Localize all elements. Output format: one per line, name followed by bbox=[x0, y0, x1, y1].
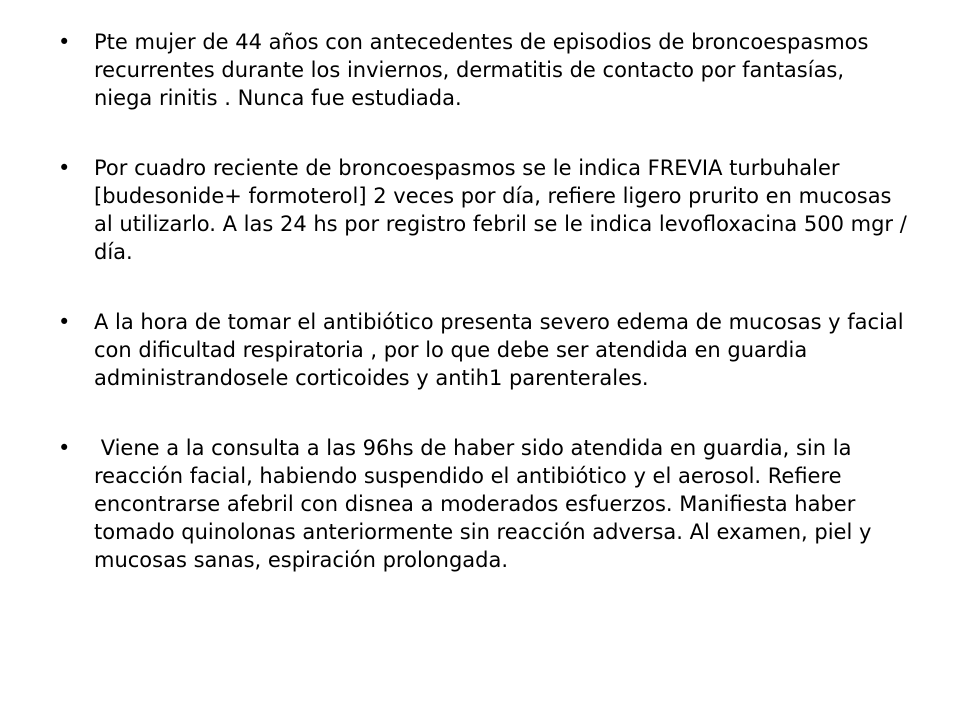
case-bullet-list bbox=[58, 28, 908, 574]
bullet-item-reaction bbox=[58, 308, 908, 392]
bullet-item-patient-history bbox=[58, 28, 908, 112]
bullet-item-treatment bbox=[58, 154, 908, 266]
bullet-dot-icon: • bbox=[58, 436, 71, 460]
bullet-text: Por cuadro reciente de broncoespasmos se le indica FREVIA turbuhaler [budesonide+ formoterol] 2 veces por día, refiere ligero prurito en mucosas al utilizarlo. A las 24 hs por registro febril se le indica levofloxacina 500 mgr / día. bbox=[94, 156, 907, 264]
bullet-dot-icon: • bbox=[58, 30, 71, 54]
bullet-dot-icon: • bbox=[58, 310, 71, 334]
bullet-text: Pte mujer de 44 años con antecedentes de episodios de broncoespasmos recurrentes durante los inviernos, dermatitis de contacto por fantasías, niega rinitis . Nunca fue estudiada. bbox=[94, 30, 869, 110]
bullet-dot-icon: • bbox=[58, 156, 71, 180]
bullet-item-consultation bbox=[58, 434, 908, 574]
bullet-text: Viene a la consulta a las 96hs de haber sido atendida en guardia, sin la reacción facial, habiendo suspendido el antibiótico y el aerosol. Refiere encontrarse afebril con disnea a moderados esfuerzos. Manifiesta haber tomado quinolonas anteriormente sin reacción adversa. Al examen, piel y mucosas sanas, espiración prolongada. bbox=[94, 436, 879, 572]
bullet-text: A la hora de tomar el antibiótico presenta severo edema de mucosas y facial con dificultad respiratoria , por lo que debe ser atendida en guardia administrandosele corticoides y antih1 parenterales. bbox=[94, 310, 904, 390]
